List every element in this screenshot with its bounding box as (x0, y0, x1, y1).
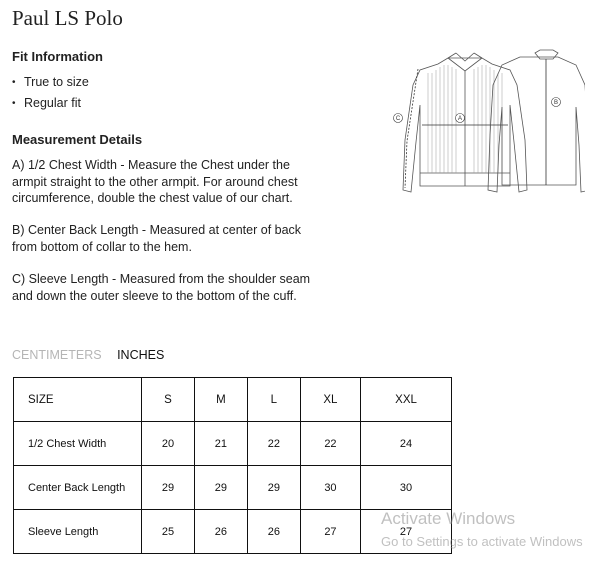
table-header-row (14, 378, 452, 422)
table-cell: 22 (300, 422, 360, 466)
garment-diagram (390, 45, 585, 195)
fit-list (12, 72, 89, 114)
table-header-xxl: XXL (361, 378, 452, 422)
table-header-xl: XL (300, 378, 360, 422)
row-label: Center Back Length (14, 466, 142, 510)
measurement-b-text: B) Center Back Length - Measured at center of back from bottom of collar to the hem. (12, 223, 302, 254)
activate-windows-watermark: Activate Windows (381, 509, 516, 528)
diagram-marker-a: A (457, 116, 463, 123)
table-cell: 21 (194, 422, 247, 466)
fit-information-heading: Fit Information (12, 49, 103, 64)
table-header-size: SIZE (14, 378, 142, 422)
table-header-s: S (142, 378, 195, 422)
back-collar (535, 50, 558, 59)
diagram-marker-b: B (553, 100, 559, 107)
table-cell: 30 (361, 466, 452, 510)
table-header-m: M (194, 378, 247, 422)
table-cell: 20 (142, 422, 195, 466)
row-label: Sleeve Length (14, 510, 142, 554)
table-row (14, 422, 452, 466)
unit-toggle (12, 348, 164, 362)
table-cell: 27 (361, 510, 452, 554)
unit-inches-tab[interactable]: INCHES (117, 348, 165, 362)
back-shirt-outline (488, 57, 585, 192)
table-cell: 22 (247, 422, 300, 466)
table-cell: 25 (142, 510, 195, 554)
fit-item: • True to size (12, 72, 89, 93)
table-cell: 27 (300, 510, 360, 554)
activate-windows-subtext: Go to Settings to activate Windows (381, 534, 583, 549)
diagram-marker-c: C (395, 116, 401, 123)
fit-item: • Regular fit (12, 93, 89, 114)
table-cell: 26 (247, 510, 300, 554)
table-cell: 26 (194, 510, 247, 554)
table-cell: 29 (247, 466, 300, 510)
measurement-a-text: A) 1/2 Chest Width - Measure the Chest under the armpit straight to the other armpit. For around chest circumference, double the chest value of our chart. (12, 158, 298, 205)
table-cell: 24 (361, 422, 452, 466)
table-cell: 30 (300, 466, 360, 510)
table-row (14, 466, 452, 510)
table-cell: 29 (194, 466, 247, 510)
front-collar (448, 53, 482, 71)
table-cell: 29 (142, 466, 195, 510)
table-header-l: L (247, 378, 300, 422)
row-label: 1/2 Chest Width (14, 422, 142, 466)
product-title: Paul LS Polo (12, 6, 123, 30)
measurement-details-heading: Measurement Details (12, 132, 143, 147)
measurement-c-text: C) Sleeve Length - Measured from the shoulder seam and down the outer sleeve to the bottom of the cuff. (12, 272, 311, 303)
unit-centimeters-tab[interactable]: CENTIMETERS (12, 348, 102, 362)
